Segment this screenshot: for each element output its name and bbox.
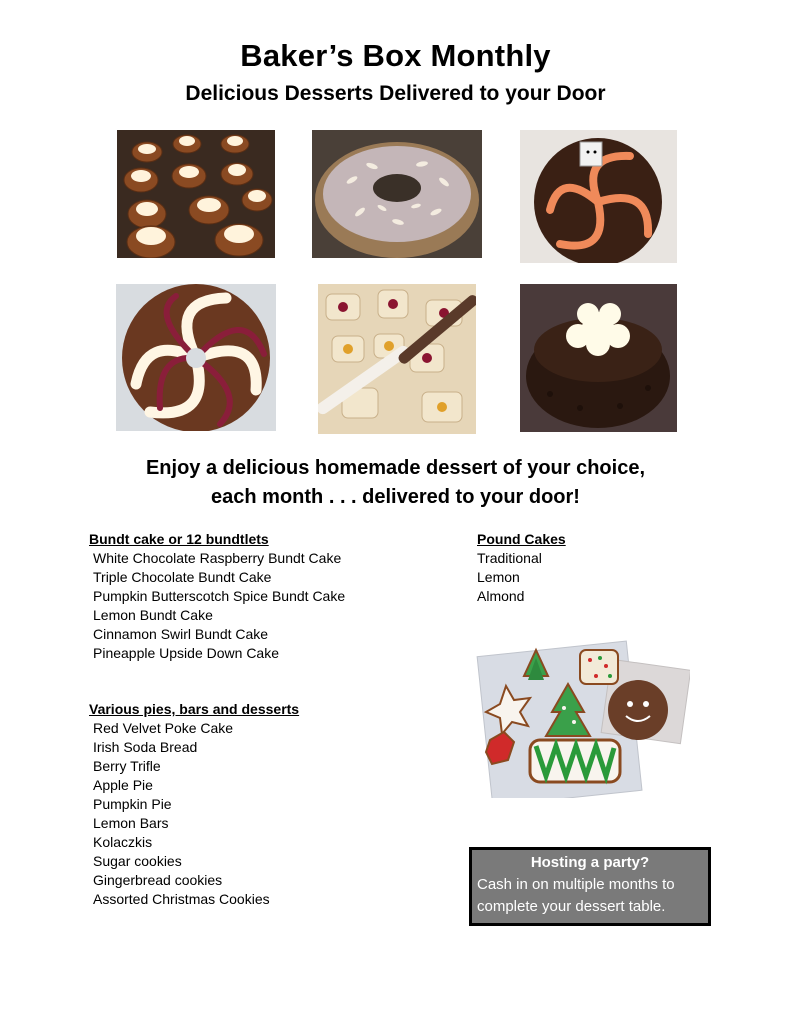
tagline-line-1: Enjoy a delicious homemade dessert of your choice, <box>145 457 646 479</box>
tagline <box>0 454 791 512</box>
list-item: Pineapple Upside Down Cake <box>93 645 279 661</box>
list-item: Traditional <box>477 550 542 566</box>
page-title: Baker’s Box Monthly <box>240 38 551 73</box>
pound-cake-list <box>477 530 566 606</box>
photo-christmas-cookies <box>476 636 690 798</box>
pound-heading: Pound Cakes <box>477 531 566 547</box>
photo-cream-swirl-bundt <box>116 284 276 431</box>
list-item: Red Velvet Poke Cake <box>93 720 234 736</box>
list-item: Lemon Bundt Cake <box>93 607 213 623</box>
photo-orange-swirl-bundt <box>520 130 677 263</box>
photo-bundtlets <box>117 130 275 258</box>
list-item: Sugar cookies <box>93 853 182 869</box>
list-item: Triple Chocolate Bundt Cake <box>93 569 272 585</box>
list-item: Kolaczkis <box>93 834 153 850</box>
list-item: Lemon <box>477 569 520 585</box>
various-heading: Various pies, bars and desserts <box>89 701 300 717</box>
various-list <box>89 700 299 909</box>
list-item: Lemon Bars <box>93 815 169 831</box>
list-item: Apple Pie <box>93 777 153 793</box>
party-line-1: Cash in on multiple months to <box>477 876 675 893</box>
party-callout <box>469 847 711 926</box>
list-item: Almond <box>477 588 525 604</box>
bundt-heading: Bundt cake or 12 bundtlets <box>89 531 269 547</box>
page-subtitle: Delicious Desserts Delivered to your Door <box>185 82 606 105</box>
list-item: Gingerbread cookies <box>93 872 223 888</box>
list-item: Pumpkin Butterscotch Spice Bundt Cake <box>93 588 346 604</box>
list-item: Cinnamon Swirl Bundt Cake <box>93 626 269 642</box>
photo-almond-bundt <box>312 130 482 258</box>
tagline-line-2: each month . . . delivered to your door! <box>211 486 580 508</box>
photo-assorted-cookies <box>318 284 476 434</box>
list-item: Assorted Christmas Cookies <box>93 891 270 907</box>
list-item: Pumpkin Pie <box>93 796 172 812</box>
bundt-list <box>89 530 345 663</box>
photo-chocolate-bundt <box>520 284 677 432</box>
list-item: White Chocolate Raspberry Bundt Cake <box>93 550 342 566</box>
list-item: Irish Soda Bread <box>93 739 198 755</box>
party-line-2: complete your dessert table. <box>477 898 666 915</box>
list-item: Berry Trifle <box>93 758 161 774</box>
party-heading: Hosting a party? <box>530 854 650 871</box>
